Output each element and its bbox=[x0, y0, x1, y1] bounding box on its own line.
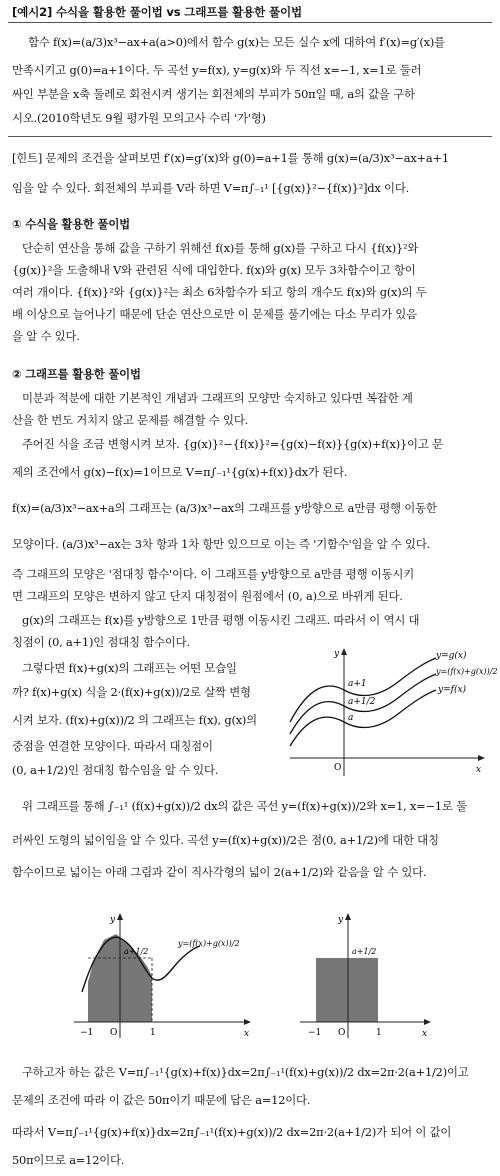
paragraph-line: 위 그래프를 통해 ∫₋₁¹ (f(x)+g(x))/2 dx의 값은 곡선 y=(f(x)+g(x))/2와 x=1, x=−1로 둘 bbox=[22, 799, 467, 813]
problem-line: 함수 f(x)=(a/3)x³−ax+a(a>0)에서 함수 g(x)는 모든 실수 x에 대하여 f′(x)=g′(x)를 bbox=[28, 35, 445, 49]
section-line: 그렇다면 f(x)+g(x)의 그래프는 어떤 모습일 bbox=[22, 661, 237, 675]
section-line: {g(x)}²을 도출해내 V와 관련된 식에 대입한다. f(x)와 g(x) 모두 3차함수이고 항이 bbox=[12, 263, 416, 277]
problem-divider bbox=[8, 136, 492, 137]
title-divider bbox=[8, 22, 492, 23]
section-line: 배 이상으로 늘어나기 때문에 단순 연산으로만 이 문제를 풀기에는 다소 무리가 있음 bbox=[12, 307, 417, 321]
label-f: y=f(x) bbox=[438, 685, 467, 695]
label-a-plus-half: a+1/2 bbox=[348, 697, 376, 707]
section-line: 제의 조건에서 g(x)−f(x)=1이므로 V=π∫₋₁¹{g(x)+f(x)}dx가 된다. bbox=[12, 465, 348, 479]
label-y: y bbox=[334, 649, 340, 659]
label-x: x bbox=[476, 765, 482, 775]
conclusion-line: 문제의 조건에 따라 이 값은 50π이기 때문에 답은 a=12이다. bbox=[12, 1093, 311, 1107]
y-axis-arrow bbox=[341, 648, 347, 655]
graph-shaded-area bbox=[70, 910, 256, 1042]
label-a-plus-1: a+1 bbox=[348, 679, 367, 689]
x-axis-arrow bbox=[424, 1019, 431, 1025]
section-line: 모양이다. (a/3)x³−ax는 3차 항과 1차 항만 있으므로 이는 즉 '기함수'임을 알 수 있다. bbox=[12, 537, 431, 551]
conclusion-line: 구하고자 하는 값은 V=π∫₋₁¹{g(x)+f(x)}dx=2π∫₋₁¹(f(x)+g(x))/2 dx=2π·2(a+1/2)이고 bbox=[22, 1065, 469, 1079]
curve-g bbox=[290, 658, 436, 722]
section-line: (0, a+1/2)인 점대칭 함수임을 알 수 있다. bbox=[12, 763, 219, 777]
label-origin: O bbox=[338, 1028, 346, 1038]
x-axis-arrow bbox=[244, 1019, 251, 1025]
section-line: 면 그래프의 모양은 변하지 않고 단지 대칭점이 원점에서 (0, a)으로 바뀌게 된다. bbox=[12, 589, 403, 603]
label-y: y bbox=[110, 915, 116, 925]
section-line: 을 알 수 있다. bbox=[12, 329, 80, 343]
label-mid-curve: y=(f(x)+g(x))/2 bbox=[178, 939, 240, 948]
hint-line: [힌트] 문제의 조건을 살펴보면 f′(x)=g′(x)와 g(0)=a+1를 통해 g(x)=(a/3)x³−ax+a+1 bbox=[12, 151, 449, 165]
problem-line: 싸인 부분을 x축 둘레로 회전시켜 생기는 회전체의 부피가 50π일 때, a의 값을 구하 bbox=[12, 87, 415, 101]
tick-1: 1 bbox=[150, 1028, 156, 1038]
label-origin: O bbox=[110, 1028, 118, 1038]
section-title: ② 그래프를 활용한 풀이법 bbox=[12, 367, 141, 381]
paragraph-line: 함수이므로 넓이는 아래 그림과 같이 직사각형의 넓이 2(a+1/2)와 같음을 알 수 있다. bbox=[12, 865, 427, 879]
tick-1: 1 bbox=[376, 1028, 382, 1038]
y-axis-arrow bbox=[117, 913, 123, 920]
spacer bbox=[8, 786, 492, 787]
label-x: x bbox=[244, 1029, 250, 1039]
graph-f-g-curves bbox=[286, 646, 498, 780]
label-a-plus-half: a+1/2 bbox=[124, 947, 149, 956]
label-a: a bbox=[348, 713, 354, 723]
section-line: 산을 한 번도 거치지 않고 문제를 해결할 수 있다. bbox=[12, 413, 249, 427]
section-line: 즉 그래프의 모양은 '점대칭 함수'이다. 이 그래프를 y방향으로 a만큼 평행 이동시키 bbox=[12, 567, 415, 581]
section-line: 미분과 적분에 대한 기본적인 개념과 그래프의 모양만 숙지하고 있다면 복잡한 계 bbox=[22, 391, 413, 405]
y-axis-arrow bbox=[345, 913, 351, 920]
label-g: y=g(x) bbox=[436, 651, 467, 661]
label-x: x bbox=[422, 1029, 428, 1039]
section-line: f(x)=(a/3)x³−ax+a의 그래프는 (a/3)x³−ax의 그래프를 y방향으로 a만큼 평행 이동한 bbox=[12, 501, 437, 515]
section-line: 단순히 연산을 통해 값을 구하기 위해선 f(x)를 통해 g(x)를 구하고 다시 {f(x)}²와 bbox=[22, 241, 419, 255]
x-axis-arrow bbox=[478, 755, 485, 761]
problem-line: 시오.(2010학년도 9월 평가원 모의고사 수리 '가'형) bbox=[12, 111, 266, 125]
hint-line: 임을 알 수 있다. 회전체의 부피를 V라 하면 V=π∫₋₁¹ [{g(x)}²−{f(x)}²]dx 이다. bbox=[12, 181, 410, 195]
section-line: 여러 개이다. {f(x)}²와 {g(x)}²는 최소 6차함수가 되고 항의 개수도 f(x)와 g(x)의 두 bbox=[12, 285, 427, 299]
problem-line: 만족시키고 g(0)=a+1이다. 두 곡선 y=f(x), y=g(x)와 두 직선 x=−1, x=1로 둘러 bbox=[12, 63, 422, 77]
tick-minus-1: −1 bbox=[308, 1028, 322, 1038]
conclusion-line: 따라서 V=π∫₋₁¹{g(x)+f(x)}dx=2π∫₋₁¹(f(x)+g(x))/2 dx=2π·2(a+1/2)가 되어 이 값이 bbox=[12, 1125, 452, 1139]
section-line: 시켜 보자. (f(x)+g(x))/2 의 그래프는 f(x), g(x)의 bbox=[12, 713, 257, 727]
section-line: 칭점이 (0, a+1)인 점대칭 함수이다. bbox=[12, 635, 190, 649]
paragraph-line: 러싸인 도형의 넓이임을 알 수 있다. 곡선 y=(f(x)+g(x))/2은 점(0, a+1/2)에 대한 대칭 bbox=[12, 833, 439, 847]
graph-rectangle-area bbox=[296, 910, 436, 1042]
label-mid: y=(f(x)+g(x))/2 bbox=[436, 667, 498, 676]
tick-minus-1: −1 bbox=[80, 1028, 94, 1038]
section-line: 까? f(x)+g(x) 식을 2·(f(x)+g(x))/2로 살짝 변형 bbox=[12, 685, 251, 699]
shaded-rectangle bbox=[316, 958, 378, 1022]
section-line: 주어진 식을 조금 변형시켜 보자. {g(x)}²−{f(x)}²={g(x)−f(x)}{g(x)+f(x)}이고 문 bbox=[22, 437, 443, 451]
label-a-plus-half: a+1/2 bbox=[352, 947, 377, 956]
example-title: [예시2] 수식을 활용한 풀이법 vs 그래프를 활용한 풀이법 bbox=[12, 5, 302, 19]
section-line: g(x)의 그래프는 f(x)를 y방향으로 1만큼 평행 이동시킨 그래프. 따라서 이 역시 대 bbox=[22, 613, 420, 627]
section-title: ① 수식을 활용한 풀이법 bbox=[12, 217, 130, 231]
label-y: y bbox=[338, 915, 344, 925]
conclusion-line: 50π이므로 a=12이다. bbox=[12, 1153, 125, 1167]
label-origin: O bbox=[334, 763, 342, 773]
section-line: 중점을 연결한 모양이다. 따라서 대칭점이 bbox=[12, 739, 213, 753]
